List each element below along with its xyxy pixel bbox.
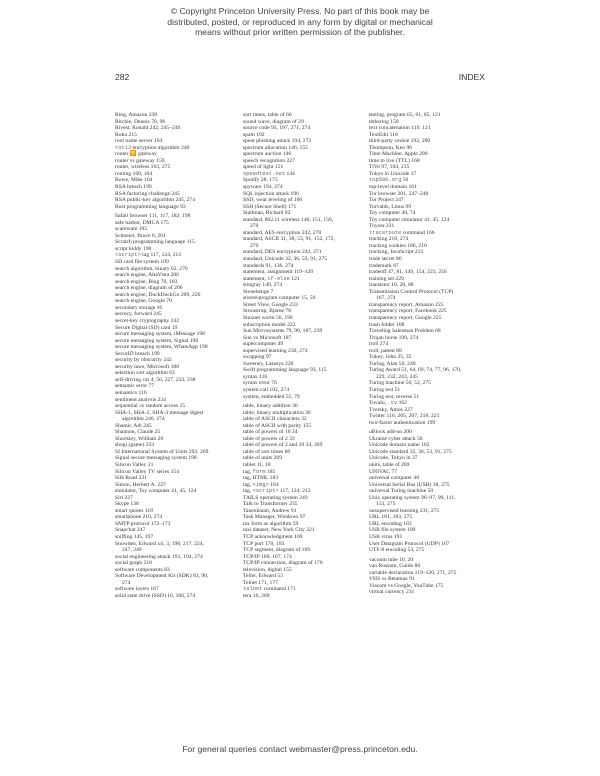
index-entry: van Rossum, Guido 80 bbox=[369, 563, 421, 570]
index-entry: transparency report, Facebook 225 bbox=[369, 308, 447, 315]
index-entry: selection sort algorithm 63 bbox=[115, 370, 175, 377]
index-entry: script kiddy 190 bbox=[115, 245, 152, 252]
index-entry: table of powers of 2 33 bbox=[243, 435, 295, 442]
index-entry: TCP/IP connection, diagram of 170 bbox=[243, 560, 323, 567]
index-column-2 bbox=[243, 112, 363, 599]
index-entry: USB file system 109 bbox=[369, 527, 416, 534]
index-entry: VHS vs Betamax 91 bbox=[369, 576, 415, 583]
index-entry: table, binary addition 36 bbox=[243, 403, 298, 410]
index-column-3 bbox=[369, 112, 489, 596]
index-entry: secrecy, forward 245 bbox=[115, 311, 162, 318]
index-entry: Skype 138 bbox=[115, 501, 139, 508]
index-entry: Unix operating system 96–97, 99, 111, bbox=[369, 494, 456, 501]
index-entry: Rivest, Ronald 242, 245–246 bbox=[115, 125, 181, 132]
index-entry: Shannon, Claude 25 bbox=[115, 429, 161, 436]
index-entry: trash folder 108 bbox=[369, 321, 405, 328]
index-entry: smartphone 210, 274 bbox=[115, 514, 163, 521]
index-entry-continuation: 270 bbox=[250, 223, 259, 230]
index-entry: speedtest.net 144 bbox=[243, 170, 295, 177]
index-entry: statement, if-else 121 bbox=[243, 275, 300, 282]
index-entry: social engineering attack 191, 194, 274 bbox=[115, 553, 203, 560]
index-entry: Simon, Herbert A. 227 bbox=[115, 481, 166, 488]
index-entry: search engine, diagram of 206 bbox=[115, 285, 183, 292]
index-entry: trade secret 86 bbox=[369, 256, 402, 263]
index-entry: tablet 11, 18 bbox=[243, 461, 271, 468]
index-entry: Tokyo in Unicode 37 bbox=[369, 170, 417, 177]
index-entry: sound wave, diagram of 29 bbox=[243, 118, 304, 125]
index-entry: standard, 802.11 wireless 146, 151, 156, bbox=[243, 216, 334, 223]
index-entry: UTF-8 encoding 53, 275 bbox=[369, 547, 425, 554]
index-entry: secret-key cryptography 242 bbox=[115, 317, 179, 324]
index-entry: Time Machine, Apple 200 bbox=[369, 151, 428, 158]
code-term: form bbox=[252, 468, 266, 475]
index-entry-continuation: 167, 274 bbox=[376, 295, 396, 302]
index-entry: testing, program 65, 61, 85, 121 bbox=[369, 112, 441, 118]
index-entry-continuation: algorithm 246, 274 bbox=[122, 416, 165, 423]
index-entry: TiVo 97, 104, 215 bbox=[369, 164, 410, 171]
index-entry: unsupervised learning 231, 275 bbox=[369, 507, 440, 514]
index-entry: transparency report, Amazon 225 bbox=[369, 301, 444, 308]
index-entry: stingray 149, 274 bbox=[243, 282, 282, 289]
index-entry: Shockley, William 20 bbox=[115, 435, 164, 442]
index-entry: Transmission Control Protocol (TCP) bbox=[369, 288, 454, 295]
code-term: speedtest.net bbox=[243, 170, 286, 177]
index-entry: Turing, Alan 50, 240 bbox=[369, 360, 416, 367]
index-entry: SHA-1, SHA-2, SHA-3 message digest bbox=[115, 409, 204, 416]
index-entry: smart quotes 118 bbox=[115, 507, 154, 514]
index-entry: semantic error 77 bbox=[115, 383, 155, 390]
index-entry: table, binary multiplication 36 bbox=[243, 409, 311, 416]
index-entry: Sweeney, Latanya 220 bbox=[243, 360, 294, 367]
index-entry: URL encoding 183 bbox=[369, 520, 412, 527]
index-entry: Rust programming language 93 bbox=[115, 203, 186, 210]
index-entry: secure messaging system, iMessage 198 bbox=[115, 331, 205, 338]
index-entry: standard, Unicode 32, 36, 53, 91, 275 bbox=[243, 256, 328, 263]
index-entry: transistor 10, 20, 88 bbox=[369, 282, 414, 289]
index-entry: Twitter 116, 205, 207, 218, 221 bbox=[369, 413, 440, 420]
index-entry: Stallman, Richard 92 bbox=[243, 210, 291, 217]
code-term: <script> bbox=[252, 488, 279, 495]
code-term: rot13 bbox=[115, 144, 132, 151]
index-entry-continuation: 247, 249 bbox=[122, 547, 142, 554]
index-entry: scareware 195 bbox=[115, 226, 148, 233]
index-entry: Sun vs Microsoft 187 bbox=[243, 334, 292, 341]
index-entry: router vs gateway 159 bbox=[115, 157, 165, 164]
index-entry: USB virus 191 bbox=[369, 534, 403, 540]
index-entry: standards 91, 136, 274 bbox=[243, 262, 294, 269]
copyright-line: © Copyright Princeton University Press. No part of this book may be bbox=[170, 6, 430, 16]
index-entry: system call 102, 274 bbox=[243, 386, 289, 393]
index-entry: Unicode standard 32, 36, 53, 91, 275 bbox=[369, 448, 452, 455]
index-entry: Thompson, Ken 96 bbox=[369, 144, 413, 151]
index-entry: Silicon Valley TV series 154 bbox=[115, 468, 180, 475]
footer-contact: For general queries contact webmaster@press.princeton.edu. bbox=[182, 744, 418, 754]
index-entry: software layers 167 bbox=[115, 586, 159, 593]
index-entry: solid state drive (SSD) 16, 106, 274 bbox=[115, 592, 196, 599]
index-entry: Scratch programming language 115 bbox=[115, 239, 195, 246]
index-entry: Street View, Google 233 bbox=[243, 301, 298, 308]
index-entry: telnet command 171 bbox=[243, 586, 296, 593]
index-entry: table of sort times 66 bbox=[243, 448, 291, 455]
index-entry: Ukraine cyber attack 56 bbox=[369, 435, 423, 442]
index-entry: router, wireless 163, 275 bbox=[115, 164, 171, 171]
index-entry: Ring, Amazon 238 bbox=[115, 112, 158, 118]
index-entry: standard, ASCII 31, 38, 53, 91, 152, 172, bbox=[243, 236, 335, 243]
index-entry: TAILS operating system 249 bbox=[243, 494, 308, 501]
index-entry: supercomputer 49 bbox=[243, 341, 284, 348]
index-entry: RSA factoring challenge 245 bbox=[115, 190, 180, 197]
index-entry: swapping 97 bbox=[243, 354, 272, 361]
index-entry: tera 16, 269 bbox=[243, 592, 270, 599]
index-entry: tag, HTML 183 bbox=[243, 475, 279, 482]
index-entry: search algorithm, binary 62, 270 bbox=[115, 265, 188, 272]
index-entry: Software Development Kit (SDK) 83, 90, bbox=[115, 573, 209, 580]
index-entry-continuation: 113, 275 bbox=[376, 501, 396, 508]
index-entry: syntax error 76 bbox=[243, 380, 277, 387]
index-entry: Tor Project 247 bbox=[369, 197, 404, 204]
index-entry: Stonehenge 7 bbox=[243, 288, 274, 295]
code-term: if-else bbox=[267, 275, 290, 282]
index-entry: tracking 210, 274 bbox=[369, 236, 409, 243]
index-entry-continuation: 270 bbox=[250, 242, 259, 249]
index-entry: spear phishing attack 194, 273 bbox=[243, 138, 312, 145]
index-entry: RSA breach 199 bbox=[115, 184, 152, 191]
index-entry: supervised learning 230, 274 bbox=[243, 347, 308, 354]
index-entry: RSA public-key algorithm 245, 274 bbox=[115, 197, 196, 204]
index-entry: secure messaging system, WhatsApp 198 bbox=[115, 344, 208, 351]
index-entry: TCP acknowledgment 169 bbox=[243, 534, 303, 540]
index-entry: Turing Award 51, 64, 69, 74, 77, 96, 170, bbox=[369, 367, 462, 374]
index-entry: Tuvalu, .tv 162 bbox=[369, 400, 407, 407]
index-entry: Signal secure messaging system 198 bbox=[115, 455, 197, 462]
index-entry: Toy computer 40, 74 bbox=[369, 210, 416, 217]
index-entry: spectrum allocation 146, 155 bbox=[243, 144, 308, 151]
index-entry: sentiment analysis 234 bbox=[115, 396, 166, 403]
index-entry: Silk Road 231 bbox=[115, 475, 148, 482]
index-entry: software components 83 bbox=[115, 566, 170, 573]
index-entry: troll 274 bbox=[369, 341, 389, 348]
index-entry: <script> tag 117, 124, 213 bbox=[115, 252, 182, 259]
index-entry: TCP port 170, 183 bbox=[243, 540, 285, 547]
index-entry: time to live (TTL) 168 bbox=[369, 157, 420, 164]
index-entry: SMTP protocol 172–173 bbox=[115, 520, 171, 527]
index-entry: shogi (game) 233 bbox=[115, 442, 155, 449]
index-entry: SSH (Secure Shell) 171 bbox=[243, 203, 297, 210]
index-entry: two-factor authentication 199 bbox=[369, 419, 436, 426]
index-entry-continuation: 229, 232, 243, 245 bbox=[376, 373, 418, 380]
index-entry: Secure Digital (SD) card 19 bbox=[115, 324, 178, 331]
index-entry: troll, patent 88 bbox=[369, 347, 402, 354]
index-entry: trademark 87 bbox=[369, 262, 399, 269]
index-entry: Shamir, Adi 245 bbox=[115, 422, 152, 429]
index-entry: Teller, Edward 53 bbox=[243, 573, 283, 580]
index-entry: SD card file system 109 bbox=[115, 259, 169, 266]
copyright-notice bbox=[0, 6, 600, 38]
index-entry: SI International System of Units 203, 269 bbox=[115, 448, 209, 455]
index-entry: Telnet 171, 177 bbox=[243, 579, 278, 586]
index-entry: table of ASCII characters 32 bbox=[243, 416, 307, 423]
index-entry: Turing machine 50, 52, 275 bbox=[369, 380, 431, 387]
index-entry: Task Manager, Windows 97 bbox=[243, 514, 306, 521]
index-entry: sniffing 145, 197 bbox=[115, 534, 154, 540]
page-number: 282 bbox=[115, 72, 130, 82]
index-entry: TextEdit 118 bbox=[369, 131, 398, 138]
index-entry: units, table of 269 bbox=[369, 461, 410, 468]
index-entry: SSD, wear leveling of 106 bbox=[243, 197, 303, 204]
index-entry: Rowe, Mike 164 bbox=[115, 177, 153, 184]
index-entry: syntax 116 bbox=[243, 373, 268, 380]
index-entry: system, embedded 55, 79 bbox=[243, 393, 300, 400]
index-entry: URL 181, 183, 275 bbox=[369, 514, 413, 521]
index-entry: Tversky, Amos 227 bbox=[369, 406, 413, 413]
index-entry: uBlock add-on 200 bbox=[369, 429, 412, 436]
index-entry: secondary storage 16 bbox=[115, 304, 163, 311]
index-entry-continuation: 274 bbox=[122, 579, 131, 586]
index-entry: SecurID breach 199 bbox=[115, 350, 160, 357]
index-entry: Trojan horse 190, 274 bbox=[369, 334, 419, 341]
index-entry: tradeoff 47, 81, 149, 154, 223, 256 bbox=[369, 269, 447, 276]
index-entry: Sun Microsystems 79, 90, 187, 239 bbox=[243, 328, 323, 335]
index-column-1 bbox=[115, 112, 235, 599]
index-entry: Swift programming language 93, 115 bbox=[243, 367, 327, 374]
index-entry: stored-program computer 15, 50 bbox=[243, 295, 316, 302]
index-entry: universal Turing machine 50 bbox=[369, 488, 434, 495]
code-term: traceroute bbox=[369, 229, 402, 236]
index-entry: spectrum auction 146 bbox=[243, 151, 292, 158]
index-entry: Talk to Transformer 235 bbox=[243, 501, 298, 508]
index-entry: tethering 150 bbox=[369, 118, 399, 125]
index-entry: security by obscurity 242 bbox=[115, 357, 172, 364]
index-entry: Silicon Valley 21 bbox=[115, 461, 154, 468]
index-entry: Tanenbaum, Andrew 91 bbox=[243, 507, 297, 514]
running-head: INDEX bbox=[458, 72, 485, 82]
index-entry: top500.org 50 bbox=[369, 177, 409, 184]
index-entry: speech recognition 227 bbox=[243, 157, 295, 164]
index-entry: standard, DES encryption 242, 271 bbox=[243, 249, 322, 256]
index-entry: Spotify 28, 175 bbox=[243, 177, 278, 184]
index-entry: table of powers of 2 and 10 34, 269 bbox=[243, 442, 323, 449]
code-term: top500.org bbox=[369, 177, 402, 184]
index-entry: TCP segment, diagram of 169 bbox=[243, 547, 311, 554]
index-entry: traceroute command 166 bbox=[369, 229, 435, 236]
index-entry: TCP/IP 160, 167, 174 bbox=[243, 553, 292, 560]
index-entry: rot13 encryption algorithm 240 bbox=[115, 144, 190, 151]
index-entry: self-driving car 4, 56, 227, 233, 238 bbox=[115, 376, 196, 383]
index-entry: User Datagram Protocol (UDP) 167 bbox=[369, 540, 450, 547]
copyright-line: means without prior written permission of the publisher. bbox=[195, 27, 405, 38]
index-entry: search engine, Google 70 bbox=[115, 298, 172, 305]
index-entry: tracking cookies 186, 210 bbox=[369, 242, 427, 249]
index-entry: Traveling Salesman Problem 68 bbox=[369, 328, 441, 335]
index-entry: standard, AES encryption 242, 270 bbox=[243, 229, 322, 236]
index-entry: table of units 269 bbox=[243, 455, 282, 462]
index-entry: television, digital 155 bbox=[243, 566, 292, 573]
index-entry: tag, <script> 117, 124, 213 bbox=[243, 488, 311, 495]
index-entry: UNIVAC 77 bbox=[369, 468, 398, 475]
index-entry: Stuxnet worm 56, 190 bbox=[243, 314, 293, 321]
index-entry: Tor browser 201, 247–248 bbox=[369, 190, 429, 197]
index-entry: vacuum tube 10, 20 bbox=[369, 556, 414, 563]
index-entry: speed of light 151 bbox=[243, 164, 284, 171]
index-entry: Turing test 51 bbox=[369, 386, 401, 393]
index-entry: Toyota 231 bbox=[369, 223, 395, 230]
index-entry: Unicode domain name 162 bbox=[369, 442, 430, 449]
index-entry: SQL injection attack 196 bbox=[243, 190, 299, 197]
index-entry: routing 160, 164 bbox=[115, 170, 153, 177]
index-entry: safe harbor, DMCA 175 bbox=[115, 219, 169, 226]
index-entry: taxi dataset, New York City 221 bbox=[243, 527, 315, 534]
index-entry: search engine, AltaVista 206 bbox=[115, 272, 179, 279]
index-entry: universal computer 48 bbox=[369, 475, 420, 482]
code-term: <img> bbox=[252, 481, 269, 488]
code-term: <script> bbox=[115, 252, 141, 259]
index-entry: training set 229 bbox=[369, 275, 404, 282]
index-entry: root name server 163 bbox=[115, 138, 163, 145]
index-entry: Safari browser 111, 117, 182, 198 bbox=[115, 213, 191, 220]
index-entry: search engine, Bing 70, 183 bbox=[115, 278, 178, 285]
index-entry: Ritchie, Dennis 78, 96 bbox=[115, 118, 166, 125]
index-entry: Universal Serial Bus (USB) 18, 275 bbox=[369, 481, 450, 488]
index-entry: Stroustrup, Bjarne 78 bbox=[243, 308, 292, 315]
index-entry: tag, form 185 bbox=[243, 468, 276, 475]
index-entry: spyware 194, 274 bbox=[243, 184, 283, 191]
index-entry: tracking, JavaScript 213 bbox=[369, 249, 424, 256]
index-entry: transparency report, Google 225 bbox=[369, 314, 442, 321]
index-entry: top-level domain 161 bbox=[369, 184, 417, 191]
code-term: telnet bbox=[243, 586, 263, 593]
index-entry: search engine, DuckDuckGo 209, 220 bbox=[115, 291, 201, 298]
index-entry: Viacom vs Google, YouTube 175 bbox=[369, 582, 444, 589]
index-entry: Unicode, Tokyo in 37 bbox=[369, 455, 418, 462]
index-entry: sequential vs random access 15 bbox=[115, 403, 186, 410]
index-entry: virtual currency 231 bbox=[369, 589, 415, 596]
index-entry: subscription model 222 bbox=[243, 321, 296, 328]
index-entry: Snapchat 247 bbox=[115, 527, 146, 534]
index-entry: source code 93, 187, 271, 274 bbox=[243, 125, 311, 132]
index-entry: third-party cookie 192, 200 bbox=[369, 138, 431, 145]
index-entry: statement, assignment 119–120 bbox=[243, 269, 314, 276]
code-term: .tv bbox=[387, 400, 398, 407]
index-entry: Snowden, Edward xii, 3, 198, 217, 224, bbox=[115, 540, 204, 547]
index-entry: security laws, Microsoft 188 bbox=[115, 363, 180, 370]
index-entry: tax form as algorithm 59 bbox=[243, 520, 299, 527]
index-entry: tag, <img> 184 bbox=[243, 481, 279, 488]
index-entry: Siri 227 bbox=[115, 494, 133, 501]
index-entry: spam 192 bbox=[243, 131, 265, 138]
copyright-line: distributed, posted, or reproduced in any form by digital or mechanical bbox=[167, 16, 433, 27]
index-entry: Torvalds, Linus 99 bbox=[369, 203, 412, 210]
index-entry: Schneier, Bruce 6, 201 bbox=[115, 232, 166, 239]
index-entry: Turing test, reverse 51 bbox=[369, 393, 420, 400]
index-entry: Tukey, John 25, 35 bbox=[369, 354, 412, 361]
index-entry: router 🛜 gateway bbox=[115, 151, 157, 158]
index-entry: Roku 215 bbox=[115, 131, 137, 138]
index-entry: sort times, table of 66 bbox=[243, 112, 292, 118]
index-entry: Toy computer simulator 41, 45, 124 bbox=[369, 216, 450, 223]
index-entry: social graph 218 bbox=[115, 560, 152, 567]
index-entry: semantics 116 bbox=[115, 389, 147, 396]
index-entry: secure messaging system, Signal 198 bbox=[115, 337, 199, 344]
index-entry: variable declaration 119–120, 271, 275 bbox=[369, 569, 457, 576]
index-entry: text concatenation 119, 121 bbox=[369, 125, 431, 132]
index-entry: table of ASCII with parity 155 bbox=[243, 422, 312, 429]
index-entry: table of powers of 10 34 bbox=[243, 429, 298, 436]
index-entry: simulator, Toy computer 41, 45, 124 bbox=[115, 488, 197, 495]
